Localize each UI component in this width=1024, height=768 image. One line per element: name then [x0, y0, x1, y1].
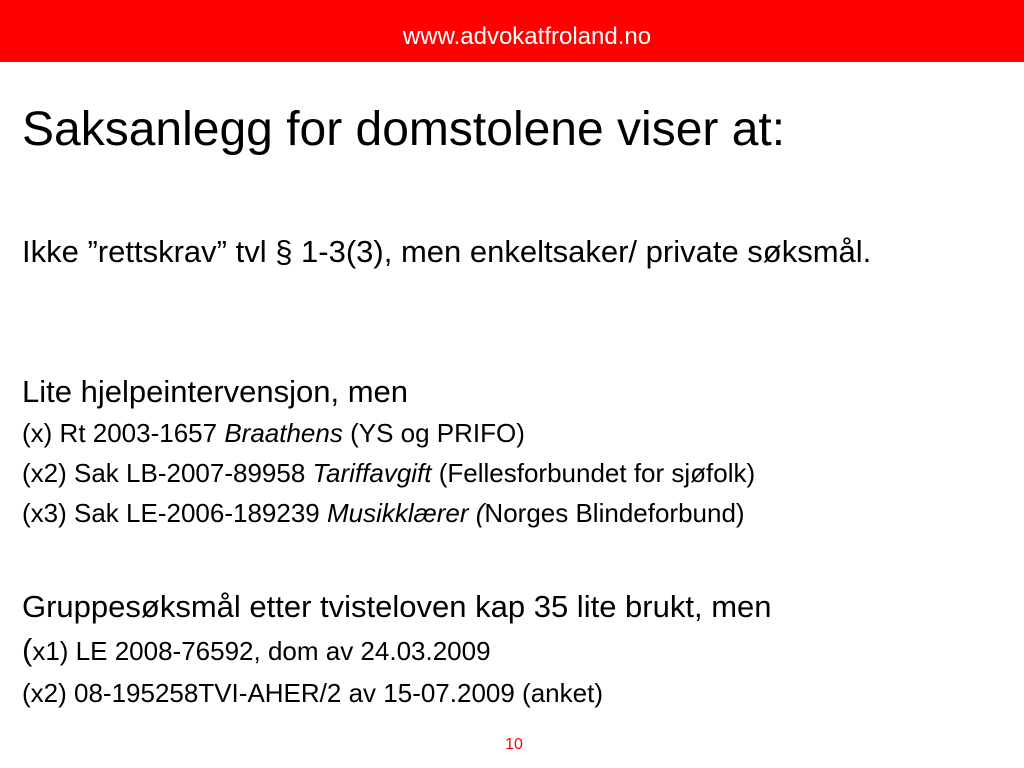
paragraph-lead: Lite hjelpeintervensjon, men: [22, 374, 409, 409]
slide-title: Saksanlegg for domstolene viser at:: [22, 103, 786, 156]
paren: (: [22, 632, 33, 667]
case-line: [22, 413, 1007, 453]
case-ref: (x3) Sak LE-2006-189239: [22, 498, 327, 528]
case-name: Musikklærer (: [326, 498, 485, 528]
case-line: [22, 628, 1007, 673]
case-ref: x1) LE 2008-76592, dom av 24.03.2009: [32, 636, 491, 666]
site-url: www.advokatfroland.no: [402, 23, 652, 50]
case-line: [22, 453, 1007, 493]
case-party: (YS og PRIFO): [342, 418, 525, 448]
page-number: 10: [505, 736, 523, 753]
case-line: (x2) 08-195258TVI-AHER/2 av 15-07.2009 (anket): [22, 678, 603, 708]
case-ref: (x2) Sak LB-2007-89958: [22, 458, 313, 488]
paragraph-lead: Gruppesøksmål etter tvisteloven kap 35 lite brukt, men: [22, 589, 772, 624]
case-line: [22, 493, 1007, 533]
header-bar: [0, 0, 1024, 62]
case-name: Braathens: [224, 418, 343, 448]
case-party: Norges Blindeforbund): [484, 498, 745, 528]
paragraph-gruppesoksmal: [22, 585, 1007, 713]
case-party: (Fellesforbundet for sjøfolk): [431, 458, 756, 488]
paragraph-rettskrav: Ikke ”rettskrav” tvl § 1-3(3), men enkeltsaker/ private søksmål.: [22, 234, 872, 269]
paragraph-hjelpeintervensjon: [22, 370, 1007, 533]
case-ref: (x) Rt 2003-1657: [22, 418, 225, 448]
case-name: Tariffavgift: [312, 458, 432, 488]
